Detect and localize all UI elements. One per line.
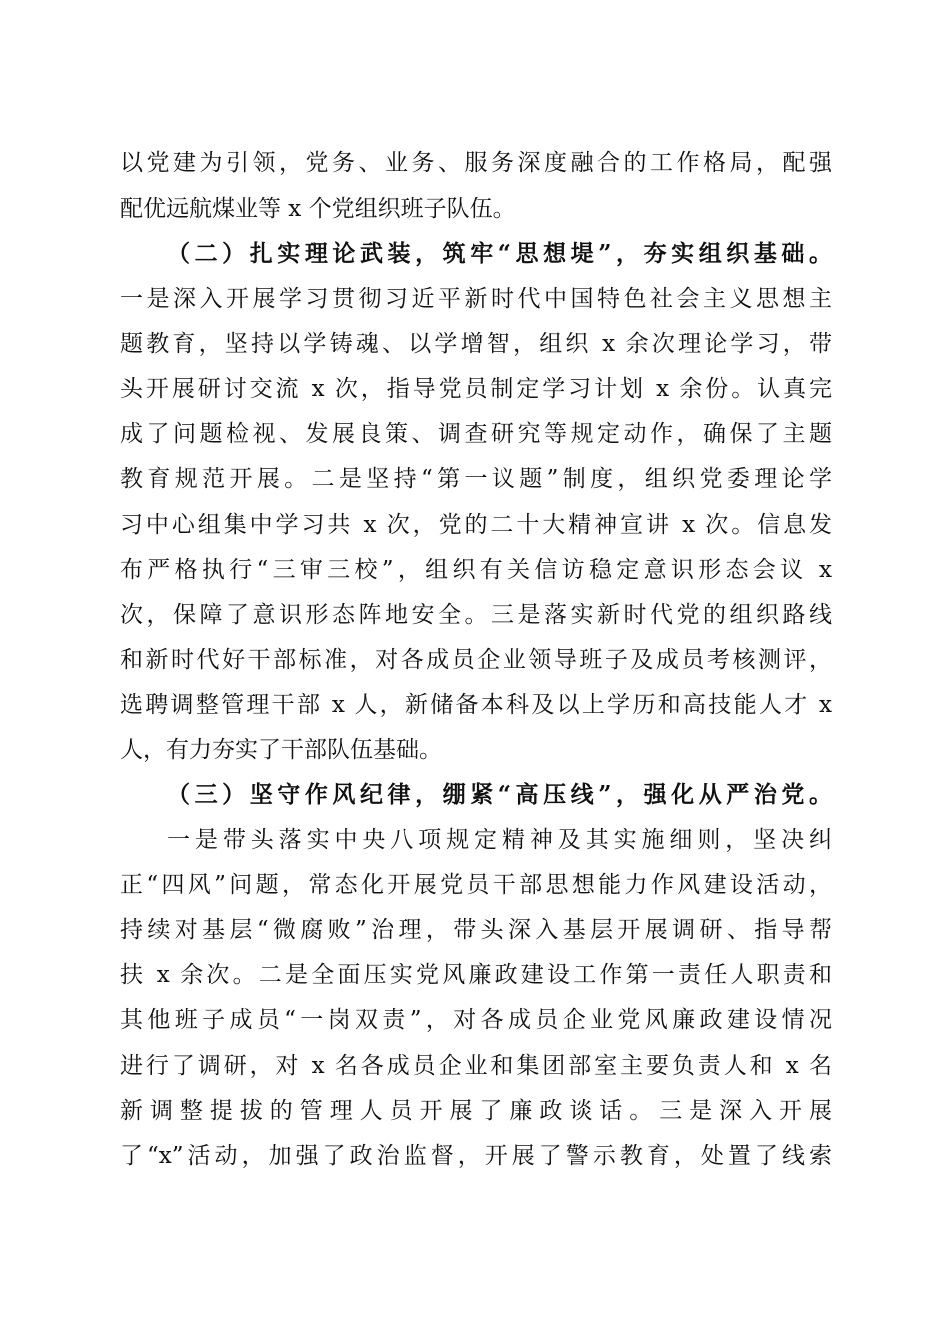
- text-line: 进行了调研，对 x 名各成员企业和集团部室主要负责人和 x 名: [120, 1053, 832, 1079]
- text-line: 选聘调整管理干部 x 人，新储备本科及以上学历和高技能人才 x: [120, 692, 832, 718]
- text-line: 其他班子成员“一岗双责”，对各成员企业党风廉政建设情况: [120, 1007, 832, 1033]
- text-line: 和新时代好干部标准，对各成员企业领导班子及成员考核测评，: [120, 647, 832, 673]
- text-line: 配优远航煤业等 x 个党组织班子队伍。: [120, 196, 516, 222]
- text-line: 新调整提拔的管理人员开展了廉政谈话。三是深入开展: [120, 1098, 832, 1124]
- text-line: 习中心组集中学习共 x 次，党的二十大精神宣讲 x 次。信息发: [120, 512, 832, 538]
- text-line: 持续对基层“微腐败”治理，带头深入基层开展调研、指导帮: [120, 917, 832, 943]
- text-line: 以党建为引领，党务、业务、服务深度融合的工作格局，配强: [120, 150, 832, 176]
- text-line: 一是带头落实中央八项规定精神及其实施细则，坚决纠: [167, 827, 832, 853]
- text-line: 人，有力夯实了干部队伍基础。: [120, 737, 442, 763]
- text-line: 次，保障了意识形态阵地安全。三是落实新时代党的组织路线: [120, 602, 832, 628]
- text-line: 布严格执行“三审三校”，组织有关信访稳定意识形态会议 x: [120, 557, 832, 583]
- text-line: 成了问题检视、发展良策、调查研究等规定动作，确保了主题: [120, 421, 832, 447]
- section-heading-2: （二）扎实理论武装，筑牢“思想堤”，夯实组织基础。: [167, 240, 832, 267]
- text-line: 了“x”活动，加强了政治监督，开展了警示教育，处置了线索: [120, 1143, 832, 1169]
- text-line: 正“四风”问题，常态化开展党员干部思想能力作风建设活动，: [120, 872, 832, 898]
- text-line: 教育规范开展。二是坚持“第一议题”制度，组织党委理论学: [120, 466, 832, 492]
- text-line: 头开展研讨交流 x 次，指导党员制定学习计划 x 余份。认真完: [120, 376, 832, 402]
- text-line: 扶 x 余次。二是全面压实党风廉政建设工作第一责任人职责和: [120, 962, 832, 988]
- section-heading-3: （三）坚守作风纪律，绷紧“高压线”，强化从严治党。: [167, 781, 832, 808]
- text-line: 题教育，坚持以学铸魂、以学增智，组织 x 余次理论学习，带: [120, 331, 832, 357]
- text-line: 一是深入开展学习贯彻习近平新时代中国特色社会主义思想主: [120, 286, 832, 312]
